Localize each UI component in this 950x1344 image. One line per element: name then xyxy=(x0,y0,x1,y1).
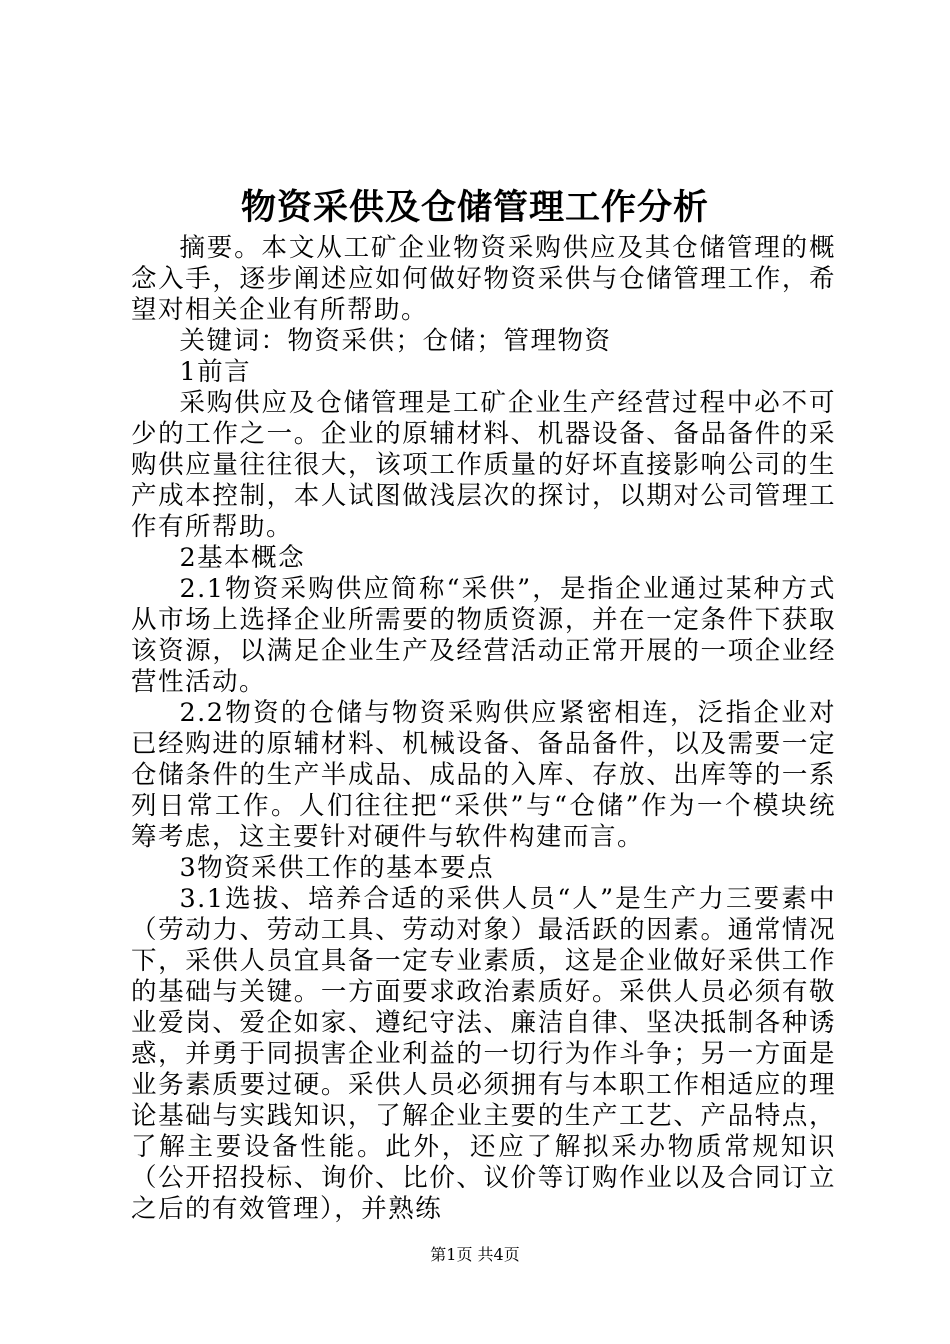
section-heading-key-points: 3物资采供工作的基本要点 xyxy=(179,853,495,883)
introduction-paragraph: 采购供应及仓储管理是工矿企业生产经营过程中必不可少的工作之一。企业的原辅材料、机器设备、备品备件的采购供应量往往很大，该项工作质量的好坏直接影响公司的生产成本控制，本人试图做浅层次的探讨，以期对公司管理工作有所帮助。 xyxy=(131,388,836,542)
document-title: 物资采供及仓储管理工作分析 xyxy=(240,187,709,228)
concept-paragraph-2-2: 2.2物资的仓储与物资采购供应紧密相连，泛指企业对已经购进的原辅材料、机械设备、备品备件，以及需要一定仓储条件的生产半成品、成品的入库、存放、出库等的一系列日常工作。人们往往把“采供”与“仓储”作为一个模块统筹考虑，这主要针对硬件与软件构建而言。 xyxy=(131,698,836,852)
concept-paragraph-2-1: 2.1物资采购供应简称“采供”，是指企业通过某种方式从市场上选择企业所需要的物质资源，并在一定条件下获取该资源，以满足企业生产及经营活动正常开展的一项企业经营性活动。 xyxy=(131,574,836,697)
document-body xyxy=(131,233,836,1225)
section-heading-introduction: 1前言 xyxy=(179,357,252,387)
page-footer: 第1页 共4页 xyxy=(430,1245,520,1264)
keywords-line: 关键词：物资采供；仓储；管理物资 xyxy=(179,326,612,356)
section-heading-basic-concepts: 2基本概念 xyxy=(179,543,306,573)
abstract-paragraph: 摘要。本文从工矿企业物资采购供应及其仓储管理的概念入手，逐步阐述应如何做好物资采供与仓储管理工作，希望对相关企业有所帮助。 xyxy=(131,233,836,325)
key-points-paragraph-3-1: 3.1选拔、培养合适的采供人员“人”是生产力三要素中（劳动力、劳动工具、劳动对象）最活跃的因素。通常情况下，采供人员宜具备一定专业素质，这是企业做好采供工作的基础与关键。一方面要求政治素质好。采供人员必须有敬业爱岗、爱企如家、遵纪守法、廉洁自律、坚决抵制各种诱惑，并勇于同损害企业利益的一切行为作斗争；另一方面是业务素质要过硬。采供人员必须拥有与本职工作相适应的理论基础与实践知识，了解企业主要的生产工艺、产品特点，了解主要设备性能。此外，还应了解拟采办物质常规知识（公开招投标、询价、比价、议价等订购作业以及合同订立之后的有效管理），并熟练 xyxy=(131,884,836,1224)
